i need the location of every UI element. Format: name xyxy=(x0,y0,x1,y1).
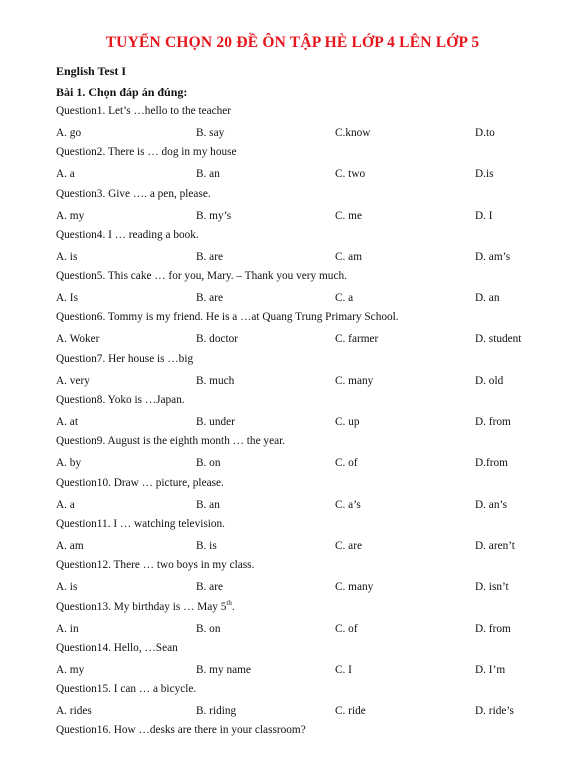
answer-options xyxy=(56,331,556,351)
document-title: TUYỂN CHỌN 20 ĐỀ ÔN TẬP HÈ LỚP 4 LÊN LỚP 5 xyxy=(105,34,480,51)
answer-option-b: B. an xyxy=(196,498,220,511)
question-item xyxy=(56,310,556,351)
question-item xyxy=(56,476,556,517)
question-prompt: Question6. Tommy is my friend. He is a …at Quang Trung Primary School. xyxy=(56,311,399,324)
answer-option-c: C. up xyxy=(335,416,360,429)
question-item xyxy=(56,145,556,186)
answer-option-d: D.from xyxy=(475,457,508,470)
answer-options xyxy=(56,125,556,145)
question-text xyxy=(56,352,556,373)
question-item xyxy=(56,434,556,475)
answer-options xyxy=(56,455,556,475)
answer-option-b: B. are xyxy=(196,581,223,594)
answer-option-a: A. is xyxy=(56,250,78,263)
answer-option-d: D. ride’s xyxy=(475,705,514,718)
answer-option-d: D.is xyxy=(475,168,494,181)
question-prompt: Question5. This cake … for you, Mary. – Thank you very much. xyxy=(56,270,347,283)
answer-option-a: A. Is xyxy=(56,292,78,305)
question-text xyxy=(56,310,556,331)
answer-option-a: A. am xyxy=(56,539,84,552)
answer-option-a: A. at xyxy=(56,416,78,429)
answer-option-c: C. farmer xyxy=(335,333,379,346)
answer-option-b: B. say xyxy=(196,127,225,139)
question-text xyxy=(56,682,556,703)
question-prompt: Question3. Give …. a pen, please. xyxy=(56,187,211,200)
answer-option-c: C. of xyxy=(335,457,358,470)
answer-option-a: A. in xyxy=(56,622,79,635)
answer-option-d: D. student xyxy=(475,333,522,346)
question-prompt: Question10. Draw … picture, please. xyxy=(56,476,224,489)
question-item xyxy=(56,558,556,599)
question-prompt: Question7. Her house is …big xyxy=(56,352,194,365)
answer-option-c: C.know xyxy=(335,127,371,139)
question-item xyxy=(56,187,556,228)
answer-option-d: D. I xyxy=(475,209,493,222)
answer-option-b: B. riding xyxy=(196,705,237,718)
question-text xyxy=(56,104,556,125)
question-text xyxy=(56,476,556,497)
question-item xyxy=(56,600,556,641)
answer-option-d: D. aren’t xyxy=(475,539,515,552)
question-item xyxy=(56,517,556,558)
question-item xyxy=(56,228,556,269)
question-item xyxy=(56,352,556,393)
answer-option-c: C. two xyxy=(335,168,366,181)
answer-option-b: B. on xyxy=(196,622,221,635)
question-item xyxy=(56,269,556,310)
test-title: English Test I xyxy=(56,64,127,78)
question-prompt: Question13. My birthday is … May 5 xyxy=(56,600,227,613)
answer-option-d: D. an xyxy=(475,292,500,305)
question-prompt: Question1. Let’s …hello to the teacher xyxy=(56,105,232,117)
answer-options xyxy=(56,414,556,434)
question-prompt: Question14. Hello, …Sean xyxy=(56,641,178,654)
answer-option-b: B. my’s xyxy=(196,209,232,222)
question-item xyxy=(56,104,556,145)
question-list xyxy=(56,104,556,765)
answer-option-a: A. a xyxy=(56,498,75,511)
question-prompt: Question9. August is the eighth month … the year. xyxy=(56,435,286,448)
question-prompt: Question8. Yoko is …Japan. xyxy=(56,394,185,407)
answer-options xyxy=(56,373,556,393)
question-text xyxy=(56,187,556,208)
question-item xyxy=(56,641,556,682)
answer-option-c: C. of xyxy=(335,622,358,635)
question-text xyxy=(56,517,556,538)
answer-option-a: A. by xyxy=(56,457,82,470)
answer-option-a: A. rides xyxy=(56,705,92,718)
answer-option-d: D. an’s xyxy=(475,498,508,511)
answer-options xyxy=(56,579,556,599)
question-suffix: . xyxy=(231,600,235,613)
answer-option-d: D. from xyxy=(475,622,511,635)
question-text xyxy=(56,434,556,455)
answer-option-b: B. on xyxy=(196,457,221,470)
exercise-heading: Bài 1. Chọn đáp án đúng: xyxy=(56,85,188,99)
answer-option-d: D. I’m xyxy=(475,663,506,676)
answer-option-c: C. many xyxy=(335,581,374,594)
answer-options xyxy=(56,249,556,269)
question-prompt: Question16. How …desks are there in your classroom? xyxy=(56,724,306,737)
answer-option-b: B. my name xyxy=(196,663,251,676)
answer-option-d: D.to xyxy=(475,127,495,139)
superscript-ordinal: th xyxy=(226,598,232,607)
question-prompt: Question2. There is … dog in my house xyxy=(56,146,237,159)
answer-option-b: B. an xyxy=(196,168,220,181)
answer-option-b: B. doctor xyxy=(196,333,239,346)
question-text xyxy=(56,641,556,662)
answer-option-c: C. me xyxy=(335,209,362,222)
answer-option-c: C. many xyxy=(335,374,374,387)
answer-option-c: C. are xyxy=(335,539,362,552)
question-text xyxy=(56,393,556,414)
answer-options xyxy=(56,497,556,517)
answer-option-b: B. are xyxy=(196,250,223,263)
answer-option-b: B. are xyxy=(196,292,223,305)
answer-option-d: D. old xyxy=(475,374,504,387)
answer-options xyxy=(56,538,556,558)
answer-options xyxy=(56,166,556,186)
answer-option-b: B. under xyxy=(196,416,235,429)
answer-option-a: A. my xyxy=(56,209,85,222)
answer-option-a: A. Woker xyxy=(56,333,100,346)
question-text xyxy=(56,269,556,290)
answer-option-c: C. ride xyxy=(335,705,366,718)
question-item xyxy=(56,723,556,764)
answer-option-a: A. my xyxy=(56,663,85,676)
answer-option-c: C. am xyxy=(335,250,362,263)
answer-options xyxy=(56,703,556,723)
answer-option-c: C. a xyxy=(335,292,354,305)
question-text xyxy=(56,228,556,249)
question-prompt: Question11. I … watching television. xyxy=(56,517,226,530)
answer-options xyxy=(56,290,556,310)
question-text xyxy=(56,723,556,744)
question-text xyxy=(56,600,556,621)
answer-option-d: D. isn’t xyxy=(475,581,509,594)
answer-option-a: A. go xyxy=(56,127,82,139)
answer-option-c: C. I xyxy=(335,663,352,676)
answer-option-d: D. am’s xyxy=(475,250,511,263)
answer-option-a: A. a xyxy=(56,168,75,181)
answer-options xyxy=(56,621,556,641)
answer-option-c: C. a’s xyxy=(335,498,361,511)
question-prompt: Question12. There … two boys in my class. xyxy=(56,559,255,572)
question-item xyxy=(56,682,556,723)
question-text xyxy=(56,145,556,166)
answer-option-a: A. very xyxy=(56,374,90,387)
question-text xyxy=(56,558,556,579)
answer-options xyxy=(56,662,556,682)
answer-option-a: A. is xyxy=(56,581,78,594)
answer-option-d: D. from xyxy=(475,416,511,429)
answer-option-b: B. much xyxy=(196,374,235,387)
answer-option-b: B. is xyxy=(196,539,217,552)
question-prompt: Question4. I … reading a book. xyxy=(56,228,199,241)
question-item xyxy=(56,393,556,434)
answer-options xyxy=(56,208,556,228)
question-prompt: Question15. I can … a bicycle. xyxy=(56,683,197,696)
